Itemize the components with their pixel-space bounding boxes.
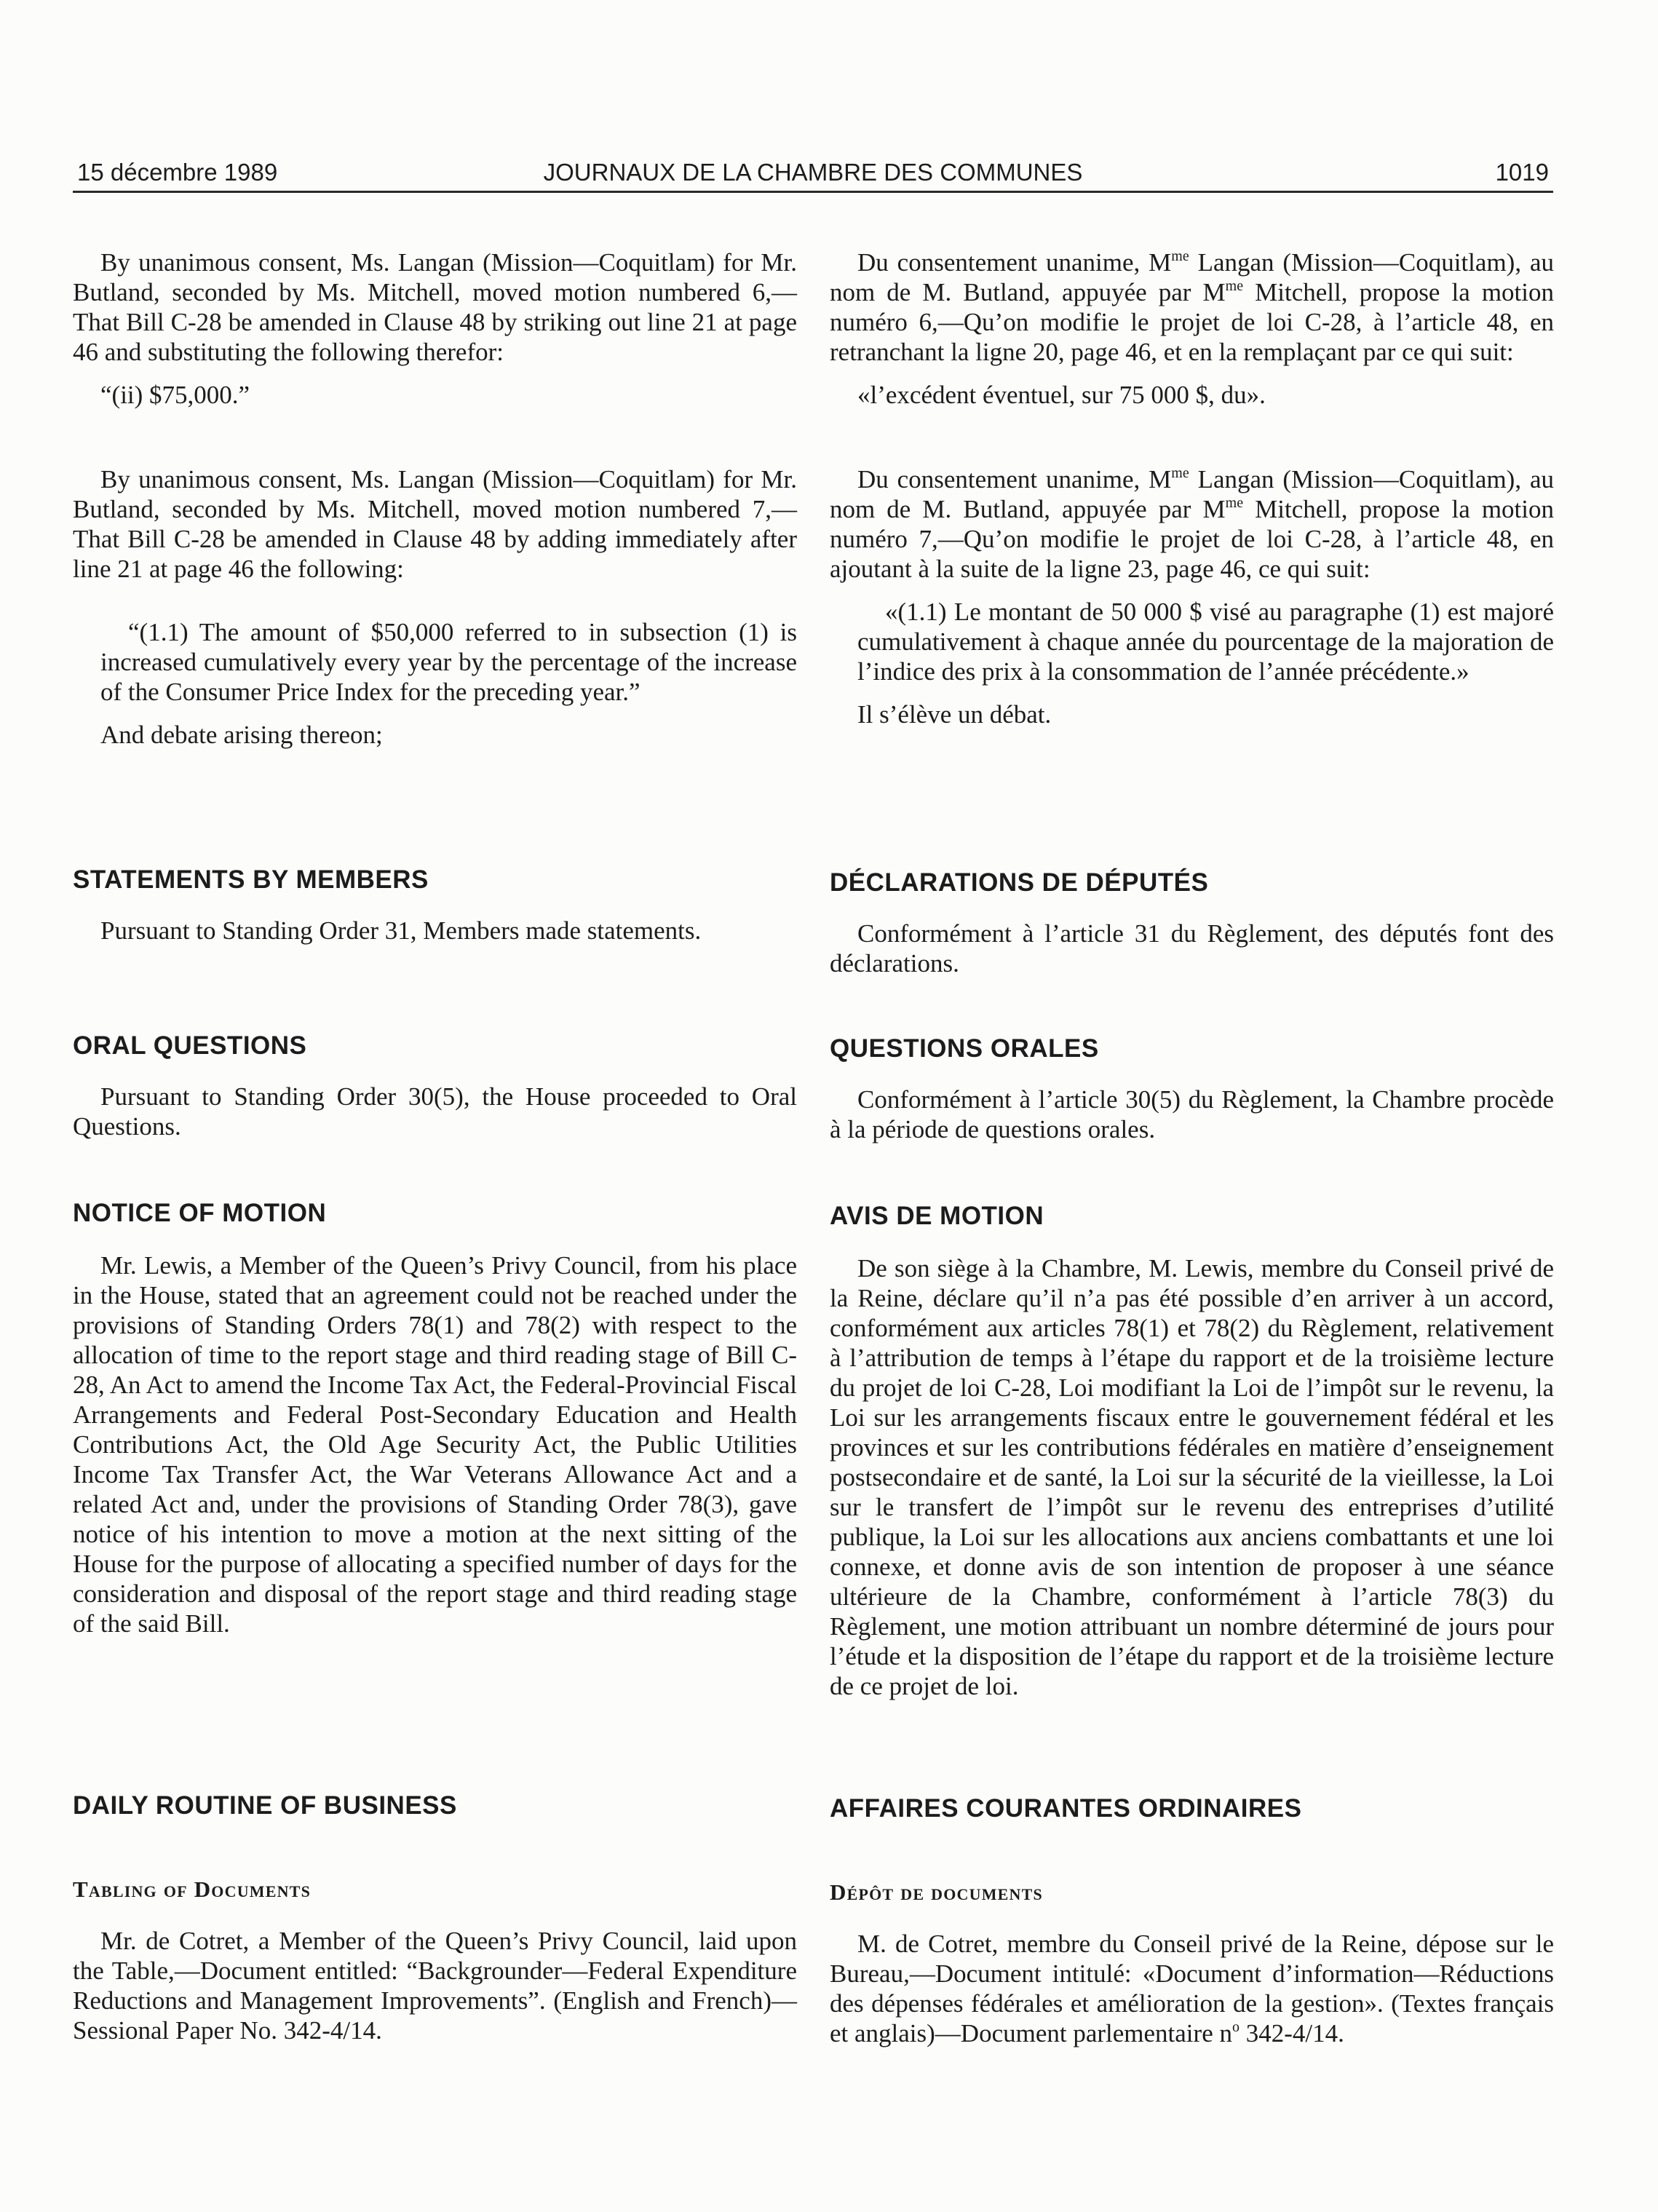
motion-6-block (73, 247, 797, 410)
routine-heading-fr: AFFAIRES COURANTES ORDINAIRES (830, 1794, 1302, 1823)
oral-questions-text: Pursuant to Standing Order 30(5), the House proceeded to Oral Questions. (73, 1082, 797, 1141)
notice-heading-fr: AVIS DE MOTION (830, 1202, 1044, 1230)
motion-6-block-fr (830, 247, 1554, 410)
oral-questions-heading: ORAL QUESTIONS (73, 1031, 307, 1060)
statements-heading-fr: DÉCLARATIONS DE DÉPUTÉS (830, 868, 1209, 897)
running-header (73, 150, 1553, 193)
motion-7-text-fr: Du consentement unanime, $M^{me}$ Langan (Mission—Coquitlam), au nom de M. Butland, appuyée par $M^{me}$ Mitchell, propose la motion numéro 7,—Qu’on modifie le projet de loi C-28, à l’article 48, en ajoutant à la suite de la ligne 23, page 46, ce qui suit: (830, 465, 1555, 583)
debate-text-fr: Il s’élève un débat. (857, 700, 1052, 729)
statements-text-fr: Conformément à l’article 31 du Règlement, des députés font des déclarations. (830, 919, 1554, 978)
tabling-heading: Tabling of Documents (73, 1876, 312, 1902)
page-number: 1019 (1495, 159, 1549, 186)
header-date: 15 décembre 1989 (77, 159, 278, 186)
motion-7-block-fr (830, 464, 1554, 729)
motion-7-quote-fr: «(1.1) Le montant de 50 000 $ visé au paragraphe (1) est majoré cumulativement à chaque année du pourcentage de la majoration de l’indice des prix à la consommation de l’année précédente.» (857, 598, 1554, 686)
tabling-text-fr: M. de Cotret, membre du Conseil privé de la Reine, dépose sur le Bureau,—Document intitulé: «Document d’information—Réductions des dépenses fédérales et amélioration de la gestion». (Textes français et anglais)—Document parlementaire $n^o$ 342-4/14. (830, 1930, 1554, 2048)
notice-text-fr: De son siège à la Chambre, M. Lewis, membre du Conseil privé de la Reine, déclare qu’il n’a pas été possible d’en arriver à un accord, conformément aux articles 78(1) et 78(2) du Règlement, relativement à l’attribution de temps à l’étape du rapport et de la troisième lecture du projet de loi C-28, Loi modifiant la Loi de l’impôt sur le revenu, la Loi sur les arrangements fiscaux entre le gouvernement fédéral et les provinces et sur les contributions fédérales en matière d’enseignement postsecondaire et de santé, la Loi sur la sécurité de la vieillesse, la Loi sur le transfert de l’impôt sur le revenu des entreprises d’utilité publique, la Loi sur les allocations aux anciens combattants et une loi connexe, et donne avis de son intention de proposer à une séance ultérieure de la Chambre, conformément à l’article 78(3) du Règlement, une motion attribuant un nombre déterminé de jours pour l’étude et la disposition de l’étape du rapport et de la troisième lecture de ce projet de loi. (830, 1254, 1554, 1700)
debate-text: And debate arising thereon; (100, 721, 383, 749)
motion-7-quote: “(1.1) The amount of $50,000 referred to in subsection (1) is increased cumulatively every year by the percentage of the increase of the Consumer Price Index for the preceding year.” (100, 618, 797, 706)
notice-heading: NOTICE OF MOTION (73, 1199, 327, 1227)
tabling-text: Mr. de Cotret, a Member of the Queen’s Privy Council, laid upon the Table,—Document entitled: “Backgrounder—Federal Expenditure Reductions and Management Improvements”. (English and French)—Sessional Paper No. 342-4/14. (73, 1927, 797, 2045)
header-title: JOURNAUX DE LA CHAMBRE DES COMMUNES (543, 159, 1083, 186)
statements-text: Pursuant to Standing Order 31, Members made statements. (100, 916, 702, 945)
motion-6-quote: “(ii) $75,000.” (100, 381, 250, 409)
motion-6-text: By unanimous consent, Ms. Langan (Mission—Coquitlam) for Mr. Butland, seconded by Ms. Mitchell, moved motion numbered 6,—That Bill C-28 be amended in Clause 48 by striking out line 21 at page 46 and substituting the following therefor: (73, 248, 797, 366)
tabling-heading-fr: Dépôt de documents (830, 1879, 1043, 1905)
oral-questions-text-fr: Conformément à l’article 30(5) du Règlement, la Chambre procède à la période de questions orales. (830, 1085, 1554, 1143)
statements-heading: STATEMENTS BY MEMBERS (73, 865, 429, 894)
routine-heading: DAILY ROUTINE OF BUSINESS (73, 1791, 457, 1820)
motion-7-text: By unanimous consent, Ms. Langan (Mission—Coquitlam) for Mr. Butland, seconded by Ms. Mitchell, moved motion numbered 7,—That Bill C-28 be amended in Clause 48 by adding immediately after line 21 at page 46 the following: (73, 465, 797, 583)
motion-6-quote-fr: «l’excédent éventuel, sur 75 000 $, du». (857, 381, 1266, 409)
motion-6-text-fr: Du consentement unanime, $M^{me}$ Langan (Mission—Coquitlam), au nom de M. Butland, appuyée par $M^{me}$ Mitchell, propose la motion numéro 6,—Qu’on modifie le projet de loi C-28, à l’article 48, en retranchant la ligne 20, page 46, et en la remplaçant par ce qui suit: (830, 248, 1555, 366)
motion-7-block (73, 464, 797, 750)
notice-text: Mr. Lewis, a Member of the Queen’s Privy Council, from his place in the House, stated that an agreement could not be reached under the provisions of Standing Orders 78(1) and 78(2) with respect to the allocation of time to the report stage and third reading stage of Bill C-28, An Act to amend the Income Tax Act, the Federal-Provincial Fiscal Arrangements and Federal Post-Secondary Education and Health Contributions Act, the Old Age Security Act, the Public Utilities Income Tax Transfer Act, the War Veterans Allowance Act and a related Act and, under the provisions of Standing Order 78(3), gave notice of his intention to move a motion at the next sitting of the House for the purpose of allocating a specified number of days for the consideration and disposal of the report stage and third reading stage of the said Bill. (73, 1251, 797, 1638)
oral-questions-heading-fr: QUESTIONS ORALES (830, 1034, 1099, 1063)
